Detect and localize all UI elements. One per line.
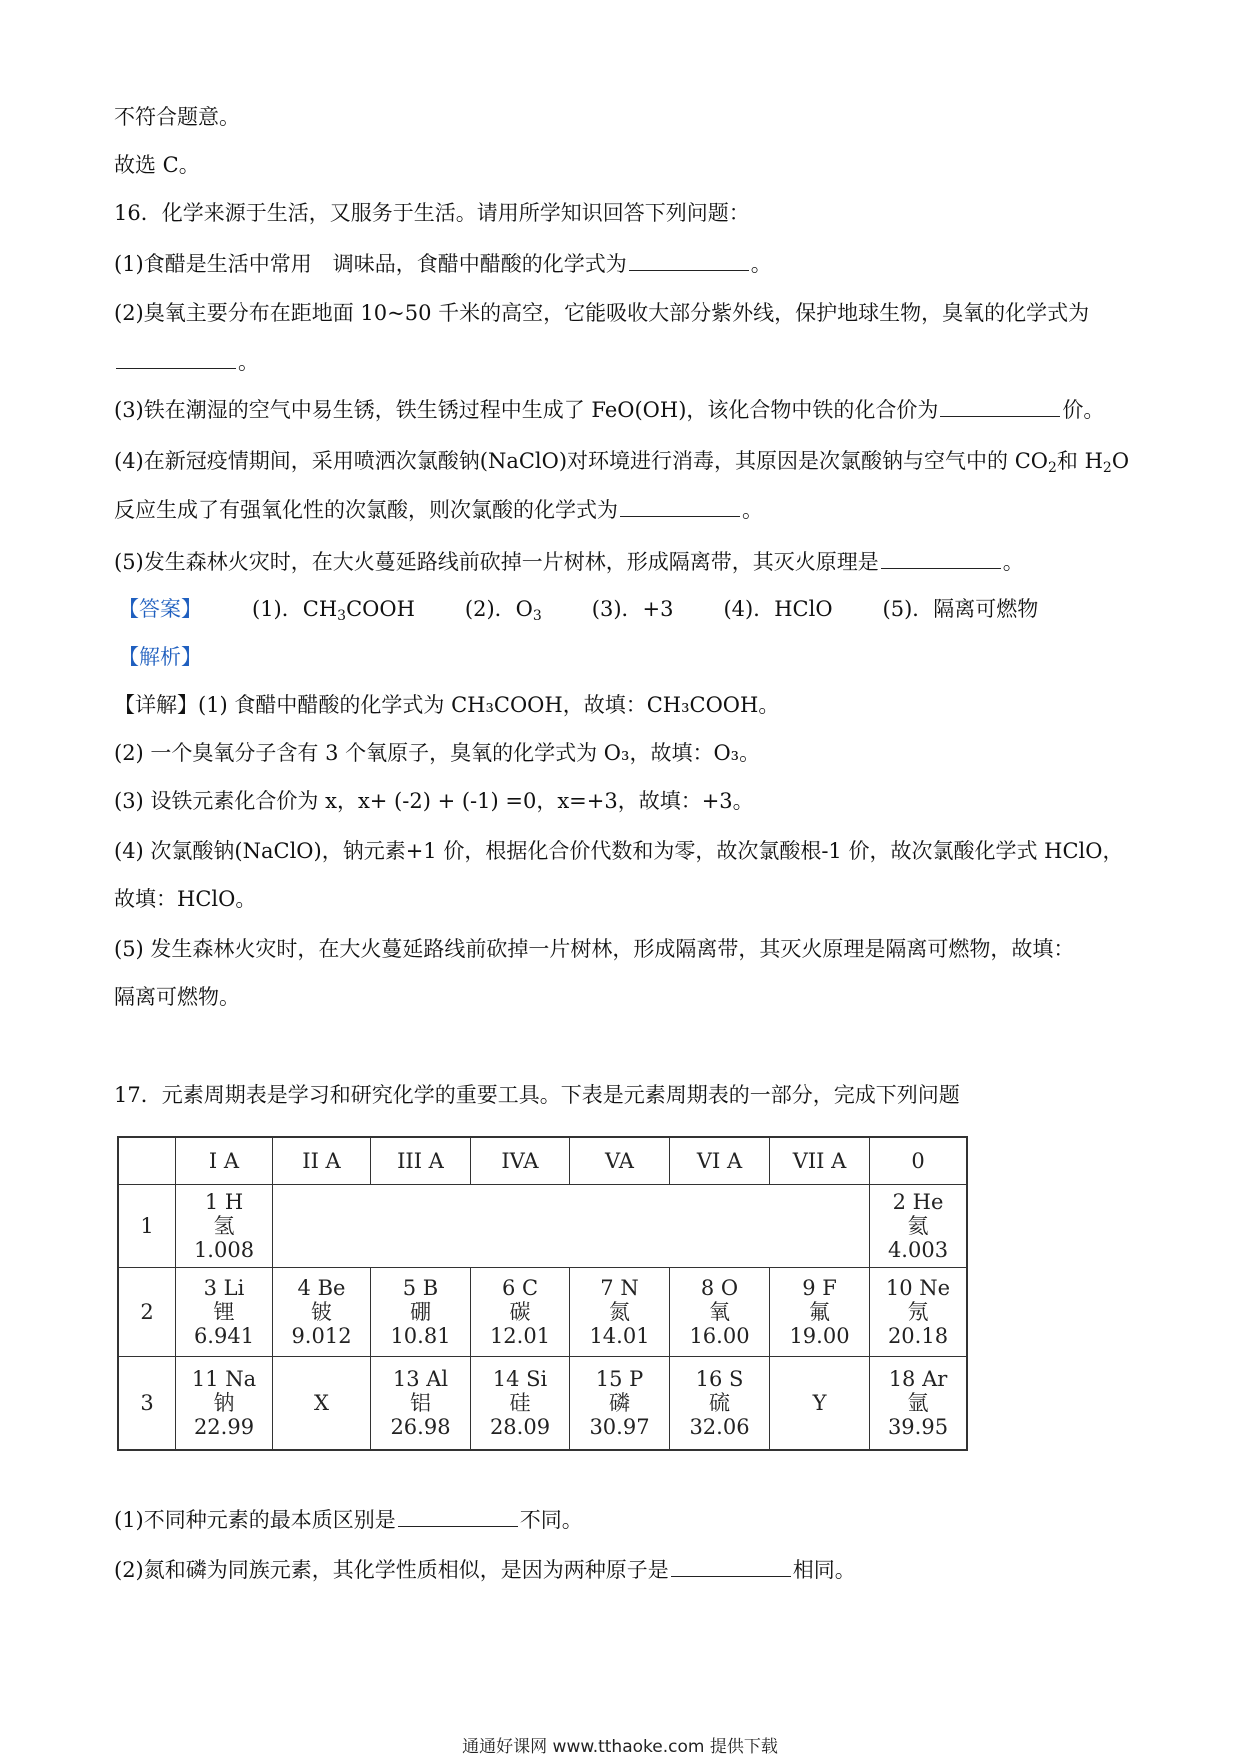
element-cell: 5 B 硼 10.81 (371, 1268, 471, 1357)
table-header-cell: IVA (471, 1137, 570, 1185)
table-row (118, 1268, 967, 1357)
detail-line: (4) 次氯酸钠(NaClO)，钠元素+1 价，根据化合价代数和为零，故次氯酸根-1 价，故次氯酸化学式 HClO， (114, 839, 1124, 863)
table-header-cell: 0 (870, 1137, 968, 1185)
detail-line: (3) 设铁元素化合价为 x，x+ (-2) + (-1) =0，x=+3，故填：+3。 (114, 789, 754, 813)
question-17-stem: 17．元素周期表是学习和研究化学的重要工具。下表是元素周期表的一部分，完成下列问题 (114, 1083, 960, 1107)
answer-blank (116, 346, 236, 369)
period-label: 3 (118, 1357, 176, 1451)
period-label: 1 (118, 1185, 176, 1268)
answer-item: (2)．$O_3$ (464, 597, 542, 624)
table-header-row (118, 1137, 967, 1185)
question-text: O (1111, 449, 1130, 473)
text-line: 故选 C。 (114, 153, 200, 177)
answer-tag: 【答案】 (118, 597, 202, 621)
question-16-part-4 (114, 446, 1134, 476)
question-text: (5)发生森林火灾时，在大火蔓延路线前砍掉一片树林，形成隔离带，其灭火原理是 (114, 550, 879, 574)
table-header-cell: VI A (670, 1137, 770, 1185)
question-16-part-3 (114, 394, 1134, 425)
period-label: 2 (118, 1268, 176, 1357)
element-cell: 14 Si 硅 28.09 (471, 1357, 570, 1451)
detail-line: (5) 发生森林火灾时，在大火蔓延路线前砍掉一片树林，形成隔离带，其灭火原理是隔离可燃物，故填： (114, 937, 1075, 961)
question-text: 相同。 (792, 1558, 856, 1582)
answer-item: (5)．隔离可燃物 (882, 597, 1039, 621)
element-cell-x: X (273, 1357, 371, 1451)
question-16-part-5 (114, 546, 1134, 577)
table-header-cell: I A (176, 1137, 273, 1185)
question-16-part-1 (114, 248, 1134, 279)
question-text: 和 H (1056, 449, 1103, 473)
table-header-cell: III A (371, 1137, 471, 1185)
answer-blank (629, 248, 749, 271)
detail-line: 隔离可燃物。 (114, 985, 240, 1009)
text-line: 不符合题意。 (114, 105, 240, 129)
detail-line: 故填：HClO。 (114, 887, 257, 911)
table-header-cell (118, 1137, 176, 1185)
question-16-part-2: (2)臭氧主要分布在距地面 10~50 千米的高空，它能吸收大部分紫外线，保护地球生物，臭氧的化学式为 (114, 301, 1090, 325)
question-16-part-2-blank (114, 346, 1134, 377)
empty-cell (273, 1185, 870, 1268)
table-header-cell: VII A (770, 1137, 870, 1185)
element-cell: 6 C 碳 12.01 (471, 1268, 570, 1357)
subscript: 2 (1047, 460, 1057, 476)
question-text: 。 (1002, 550, 1024, 574)
answer-line (118, 594, 1138, 624)
question-text: 不同。 (519, 1508, 583, 1532)
question-text: (4)在新冠疫情期间，采用喷洒次氯酸钠(NaClO)对环境进行消毒，其原因是次氯酸钠与空气中的 CO (114, 449, 1048, 473)
element-cell: 10 Ne 氖 20.18 (870, 1268, 968, 1357)
question-text: (1)食醋是生活中常用 调味品，食醋中醋酸的化学式为 (114, 252, 627, 276)
page-footer: 通通好课网 www.tthaoke.com 提供下载 (462, 1737, 778, 1757)
answer-item: (4)．HClO (723, 597, 833, 621)
analysis-tag: 【解析】 (118, 645, 202, 669)
question-text: 反应生成了有强氧化性的次氯酸，则次氯酸的化学式为 (114, 498, 618, 522)
element-cell-h: 1 H 氢 1.008 (176, 1185, 273, 1268)
question-17-part-2 (114, 1554, 1134, 1585)
subscript: 2 (1102, 460, 1112, 476)
answer-item: (1)．$CH_3COOH$ (252, 597, 415, 624)
element-cell: 8 O 氧 16.00 (670, 1268, 770, 1357)
element-cell: 15 P 磷 30.97 (570, 1357, 670, 1451)
element-cell: 3 Li 锂 6.941 (176, 1268, 273, 1357)
question-text: 。 (238, 350, 259, 374)
element-cell: 9 F 氟 19.00 (770, 1268, 870, 1357)
periodic-table (117, 1136, 968, 1451)
answer-blank (620, 494, 740, 517)
element-cell: 18 Ar 氩 39.95 (870, 1357, 968, 1451)
question-text: 。 (750, 252, 772, 276)
question-text: 。 (742, 498, 763, 522)
detail-line: 【详解】(1) 食醋中醋酸的化学式为 CH₃COOH，故填：CH₃COOH。 (114, 693, 780, 717)
answer-blank (398, 1504, 518, 1527)
question-text: (1)不同种元素的最本质区别是 (114, 1508, 396, 1532)
answer-blank (671, 1554, 791, 1577)
table-header-cell: II A (273, 1137, 371, 1185)
element-cell: 11 Na 钠 22.99 (176, 1357, 273, 1451)
answer-blank (940, 394, 1060, 417)
element-cell-y: Y (770, 1357, 870, 1451)
element-cell: 16 S 硫 32.06 (670, 1357, 770, 1451)
table-header-cell: VA (570, 1137, 670, 1185)
question-17-part-1 (114, 1504, 1134, 1535)
detail-line: (2) 一个臭氧分子含有 3 个氧原子，臭氧的化学式为 O₃，故填：O₃。 (114, 741, 761, 765)
answer-blank (881, 546, 1001, 569)
question-text: 价。 (1062, 398, 1105, 422)
question-text: (2)氮和磷为同族元素，其化学性质相似，是因为两种原子是 (114, 1558, 669, 1582)
table-row (118, 1357, 967, 1451)
table-row (118, 1185, 967, 1268)
question-16-stem: 16．化学来源于生活，又服务于生活。请用所学知识回答下列问题： (114, 201, 750, 225)
element-cell: 4 Be 铍 9.012 (273, 1268, 371, 1357)
element-cell: 7 N 氮 14.01 (570, 1268, 670, 1357)
answer-item: (3)．+3 (591, 597, 674, 621)
element-cell: 13 Al 铝 26.98 (371, 1357, 471, 1451)
question-text: (3)铁在潮湿的空气中易生锈，铁生锈过程中生成了 FeO(OH)，该化合物中铁的化合价为 (114, 398, 939, 422)
question-16-part-4-cont (114, 494, 1134, 525)
element-cell-he: 2 He 氦 4.003 (870, 1185, 968, 1268)
